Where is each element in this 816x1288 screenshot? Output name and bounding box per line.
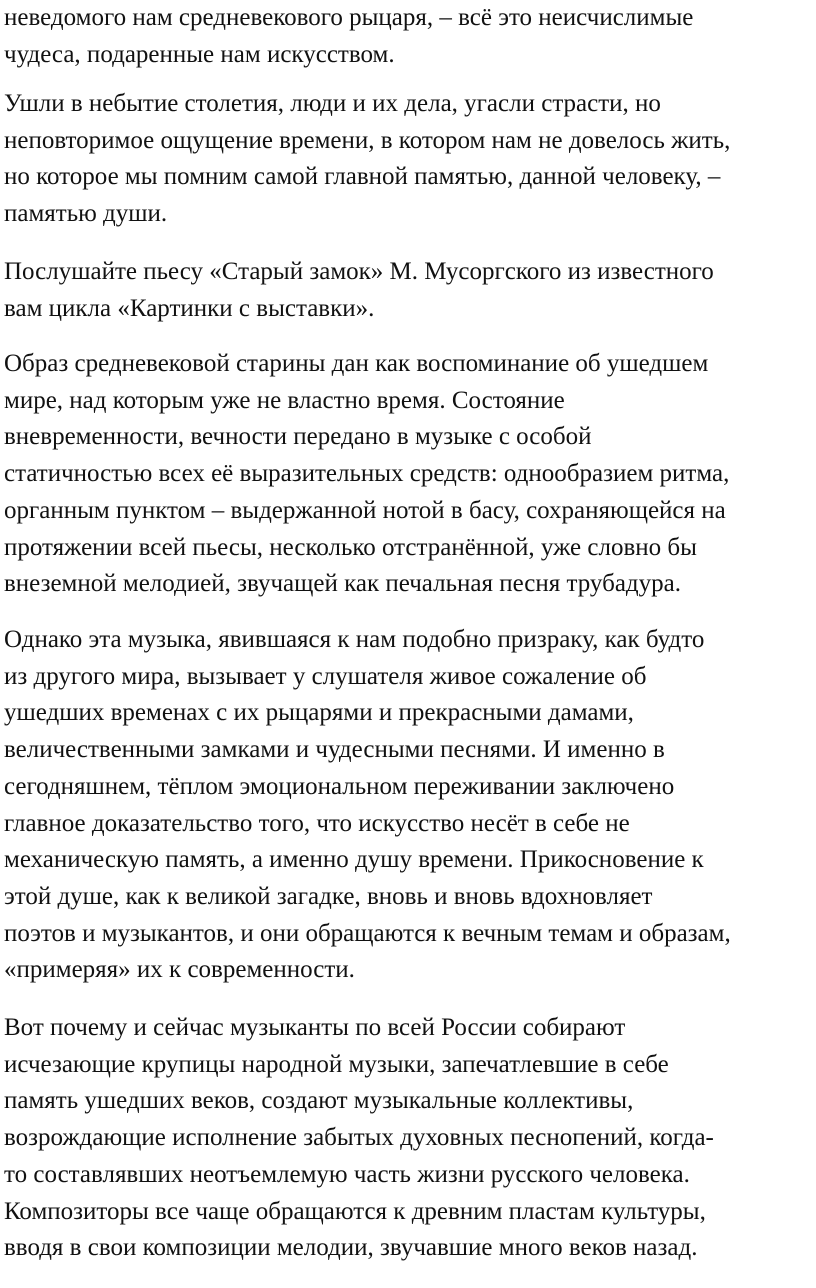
paragraph-4: Образ средневековой старины дан как воспоминание об ушедшем мире, над которым уже не властно время. Состояние вневременности, вечности передано в музыке с особой статичностью всех её выразительных средств: однообразием ритма, органным пунктом – выдержанной нотой в басу, сохраняющейся на протяжении всей пьесы, несколько отстранённой, уже словно бы внеземной мелодией, звучащей как печальная песня трубадура. [4, 350, 730, 598]
paragraph-6: Вот почему и сейчас музыканты по всей России собирают исчезающие крупицы народной музыки, запечатлевшие в себе память ушедших веков, создают музыкальные коллективы, возрождающие исполнение забытых духовных песнопений, когда- то составлявших неотъемлемую часть жизни русского человека. Композиторы все чаще обращаются к древним пластам культуры, вводя в свои композиции мелодии, звучавшие много веков назад. [4, 1014, 714, 1262]
paragraph-2: Ушли в небытие столетия, люди и их дела, угасли страсти, но неповторимое ощущение времени, в котором нам не довелось жить, но которое мы помним самой главной памятью, данной человеку, – памятью души. [4, 90, 731, 228]
paragraph-3: Послушайте пьесу «Старый замок» М. Мусоргского из известного вам цикла «Картинки с выставки». [4, 258, 714, 322]
paragraph-5: Однако эта музыка, явившаяся к нам подобно призраку, как будто из другого мира, вызывает у слушателя живое сожаление об ушедших временах с их рыцарями и прекрасными дамами, величественными замками и чудесными песнями. И именно в сегодняшнем, тёплом эмоциональном переживании заключено главное доказательство того, что искусство несёт в себе не механическую память, а именно душу времени. Прикосновение к этой душе, как к великой загадке, вновь и вновь вдохновляет поэтов и музыкантов, и они обращаются к вечным темам и образам, «примеряя» их к современности. [4, 626, 731, 984]
paragraph-1: неведомого нам средневекового рыцаря, – всё это неисчислимые чудеса, подаренные нам искусством. [4, 4, 694, 68]
